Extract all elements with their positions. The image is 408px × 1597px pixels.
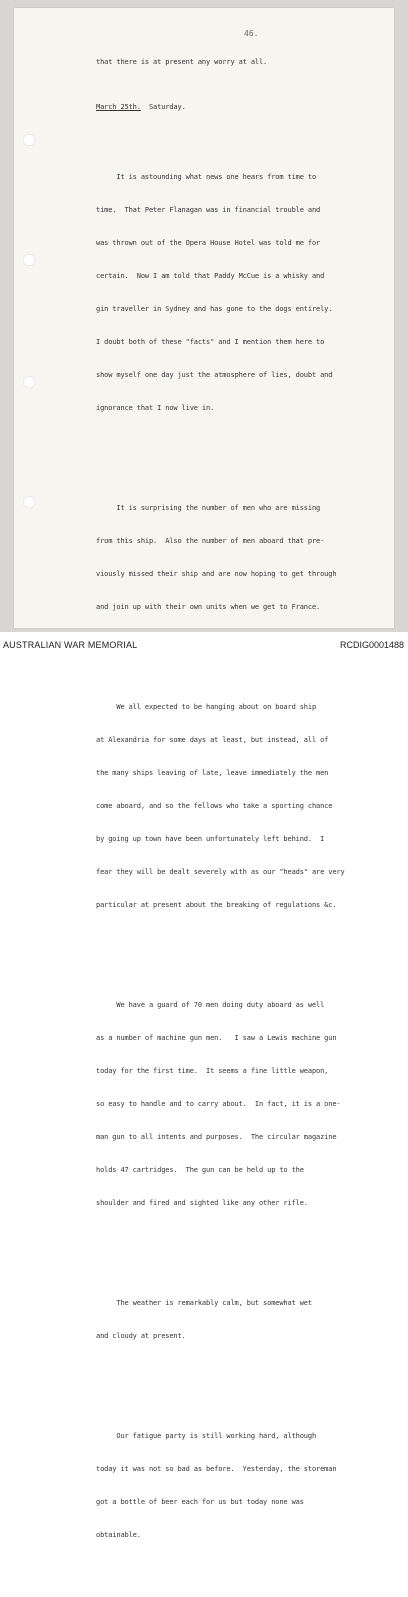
punch-hole-icon xyxy=(23,496,35,508)
text-line: time. That Peter Flanagan was in financial trouble and xyxy=(96,206,321,214)
text-line: at Alexandria for some days at least, but instead, all of xyxy=(96,736,329,744)
text-line: ignorance that I now live in. xyxy=(96,404,215,412)
text-line: and cloudy at present. xyxy=(96,1332,186,1340)
text-line: and join up with their own units when we get to France. xyxy=(96,603,321,611)
text-line: come aboard, and so the fellows who take a sporting chance xyxy=(96,802,333,810)
text-line: particular at present about the breaking of regulations &c. xyxy=(96,901,337,909)
paragraph-rumours xyxy=(96,150,378,436)
text-line: the many ships leaving of late, leave immediately the men xyxy=(96,769,329,777)
text-line: The weather is remarkably calm, but somewhat wet xyxy=(96,1299,312,1307)
text-line: so easy to handle and to carry about. In fact, it is a one- xyxy=(96,1100,341,1108)
text-line: shoulder and fired and sighted like any other rifle. xyxy=(96,1199,308,1207)
date-day: Saturday. xyxy=(148,103,186,111)
text-line: It is surprising the number of men who are missing xyxy=(96,504,321,512)
text-line: show myself one day just the atmosphere of lies, doubt and xyxy=(96,371,333,379)
text-line: gin traveller in Sydney and has gone to the dogs entirely. xyxy=(96,305,333,313)
text-line: got a bottle of beer each for us but today none was xyxy=(96,1498,304,1506)
text-line: certain. Now I am told that Paddy McCue is a whisky and xyxy=(96,272,325,280)
record-reference: RCDIG0001488 xyxy=(339,640,404,650)
paragraph-fatigue-party xyxy=(96,1409,378,1563)
text-line: from this ship. Also the number of men aboard that pre- xyxy=(96,537,325,545)
text-line: fear they will be dealt severely with as our "heads" are very xyxy=(96,868,345,876)
text-line: I doubt both of these "facts" and I mention them here to xyxy=(96,338,325,346)
text-line: today it was not so bad as before. Yesterday, the storeman xyxy=(96,1465,337,1473)
date-heading: March 25th. xyxy=(96,103,141,111)
opening-line: that there is at present any worry at all. xyxy=(96,58,268,66)
text-line: obtainable. xyxy=(96,1531,141,1539)
archive-footer xyxy=(0,636,408,654)
diary-text xyxy=(96,35,378,1597)
text-line: We have a guard of 70 men doing duty aboard as well xyxy=(96,1001,325,1009)
text-line: It is astounding what news one hears from time to xyxy=(96,173,317,181)
text-line: Our fatigue party is still working hard, although xyxy=(96,1432,317,1440)
date-heading-line xyxy=(96,102,378,113)
paragraph-alexandria xyxy=(96,680,378,933)
punch-hole-icon xyxy=(23,134,35,146)
punch-hole-icon xyxy=(23,376,35,388)
paragraph-weather xyxy=(96,1276,378,1364)
institution-name: AUSTRALIAN WAR MEMORIAL xyxy=(3,640,138,650)
paragraph-machine-gun xyxy=(96,978,378,1231)
paragraph-missing-men xyxy=(96,481,378,635)
page-number: 46. xyxy=(244,29,259,38)
punch-hole-icon xyxy=(23,254,35,266)
text-line: holds 47 cartridges. The gun can be held up to the xyxy=(96,1166,304,1174)
text-line: man gun to all intents and purposes. The circular magazine xyxy=(96,1133,337,1141)
text-line: today for the first time. It seems a fine little weapon, xyxy=(96,1067,329,1075)
text-line: as a number of machine gun men. I saw a Lewis machine gun xyxy=(96,1034,337,1042)
text-line: by going up town have been unfortunately left behind. I xyxy=(96,835,325,843)
text-line: viously missed their ship and are now hoping to get through xyxy=(96,570,337,578)
text-line: We all expected to be hanging about on board ship xyxy=(96,703,317,711)
text-line: was thrown out of the Opera House Hotel was told me for xyxy=(96,239,321,247)
